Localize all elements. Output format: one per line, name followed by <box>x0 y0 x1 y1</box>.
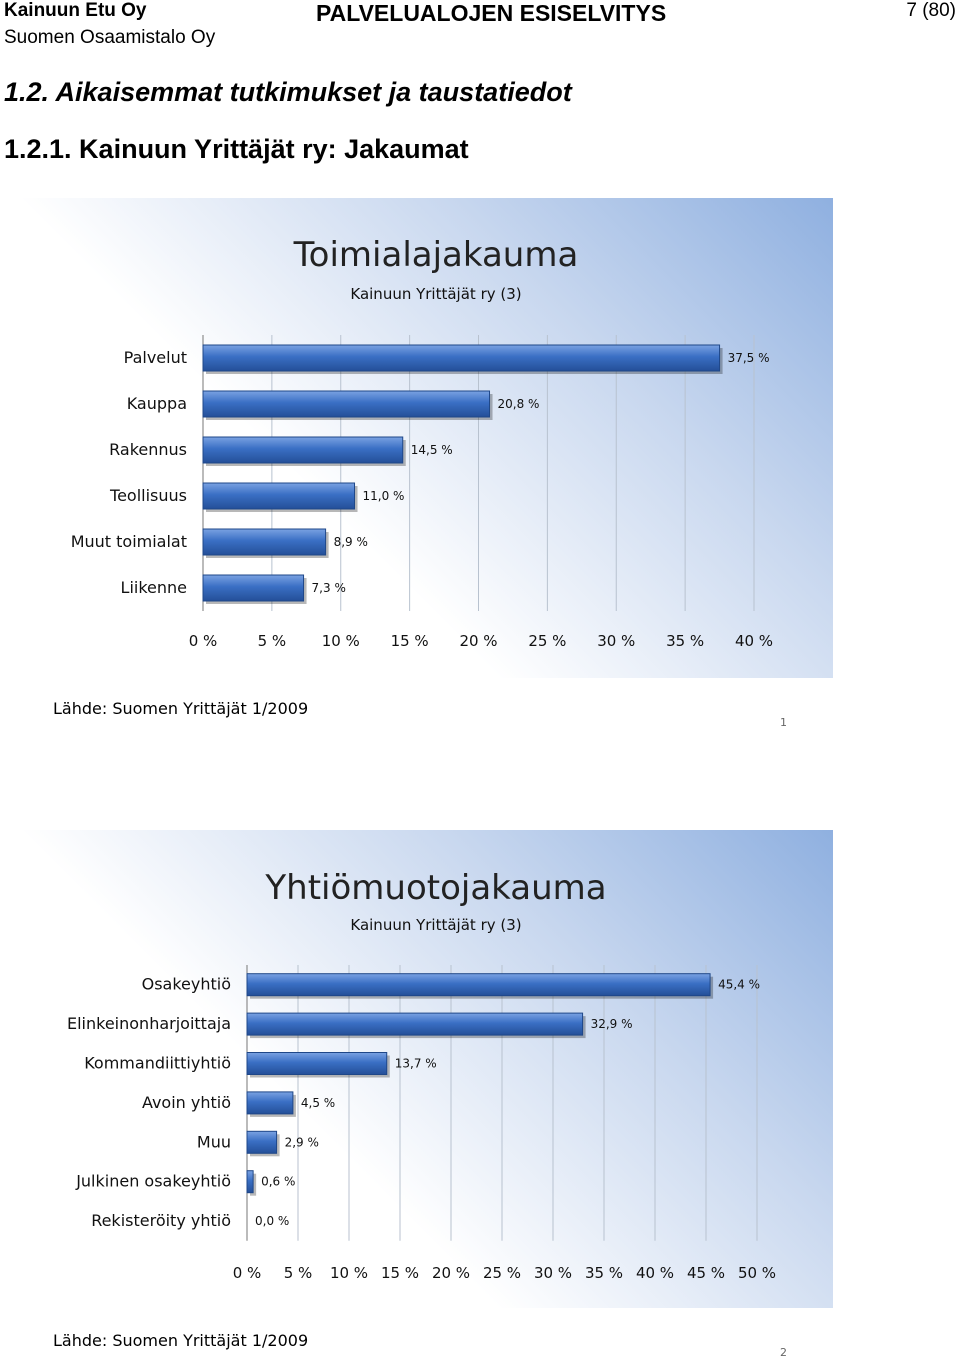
bar <box>203 575 304 601</box>
x-tick-label: 25 % <box>528 632 567 650</box>
data-label: 0,0 % <box>255 1214 290 1229</box>
bar <box>247 1053 387 1075</box>
bar <box>247 1131 277 1153</box>
category-label: Liikenne <box>120 578 187 597</box>
data-label: 14,5 % <box>410 443 453 457</box>
category-label: Kauppa <box>126 394 187 413</box>
category-label: Muu <box>196 1132 231 1152</box>
category-label: Rekisteröity yhtiö <box>91 1211 231 1231</box>
x-tick-label: 0 % <box>188 632 218 650</box>
x-tick-label: 0 % <box>232 1264 262 1282</box>
header-company: Kainuun Etu Oy <box>4 0 147 21</box>
category-label: Osakeyhtiö <box>141 974 231 994</box>
x-tick-label: 10 % <box>329 1264 369 1282</box>
company-form-distribution-chart <box>0 830 833 1308</box>
x-tick-label: 35 % <box>666 632 705 650</box>
category-label: Rakennus <box>109 440 187 459</box>
bar <box>203 437 403 463</box>
data-label: 4,5 % <box>300 1095 336 1110</box>
bar <box>203 345 720 371</box>
header-subcompany: Suomen Osaamistalo Oy <box>4 27 216 48</box>
x-tick-label: 15 % <box>380 1264 420 1282</box>
subsection-heading: 1.2.1. Kainuun Yrittäjät ry: Jakaumat <box>4 134 469 164</box>
bar <box>247 1013 583 1035</box>
x-tick-label: 5 % <box>257 632 287 650</box>
data-label: 13,7 % <box>394 1056 437 1071</box>
bar <box>247 1092 293 1114</box>
category-label: Teollisuus <box>110 486 187 505</box>
category-label: Kommandiittiyhtiö <box>84 1053 231 1073</box>
chart-title: Toimialajakauma <box>293 235 579 275</box>
x-tick-label: 15 % <box>390 632 429 650</box>
data-label: 2,9 % <box>284 1135 319 1150</box>
category-label: Muut toimialat <box>70 532 187 551</box>
x-tick-label: 10 % <box>321 632 360 650</box>
data-label: 45,4 % <box>718 977 761 992</box>
bar <box>203 529 326 555</box>
x-tick-label: 25 % <box>482 1264 522 1282</box>
category-label: Elinkeinonharjoittaja <box>67 1014 231 1034</box>
industry-distribution-chart <box>0 198 833 678</box>
data-label: 7,3 % <box>311 581 346 595</box>
data-label: 20,8 % <box>497 397 540 411</box>
x-tick-label: 20 % <box>459 632 498 650</box>
bar <box>247 974 710 996</box>
data-label: 11,0 % <box>362 489 405 503</box>
bar <box>203 483 355 509</box>
chart-slide-company-form <box>0 830 833 1308</box>
x-tick-label: 40 % <box>635 1264 675 1282</box>
data-label: 32,9 % <box>590 1017 633 1032</box>
x-tick-label: 45 % <box>686 1264 726 1282</box>
document-title: PALVELUALOJEN ESISELVITYS <box>316 0 667 26</box>
slide-number-2: 2 <box>780 1346 787 1359</box>
chart-subtitle: Kainuun Yrittäjät ry (3) <box>350 285 522 303</box>
category-label: Avoin yhtiö <box>141 1092 231 1112</box>
chart-subtitle: Kainuun Yrittäjät ry (3) <box>350 916 522 934</box>
x-tick-label: 30 % <box>533 1264 573 1282</box>
x-tick-label: 20 % <box>431 1264 471 1282</box>
chart-slide-industry <box>0 198 833 678</box>
x-tick-label: 30 % <box>597 632 636 650</box>
page-number: 7 (80) <box>906 0 956 21</box>
chart-source-2: Lähde: Suomen Yrittäjät 1/2009 <box>53 1331 309 1350</box>
bar <box>247 1171 253 1193</box>
x-tick-label: 40 % <box>734 632 774 650</box>
x-tick-label: 5 % <box>283 1264 313 1282</box>
chart-source-1: Lähde: Suomen Yrittäjät 1/2009 <box>53 699 309 718</box>
chart-title: Yhtiömuotojakauma <box>265 868 607 908</box>
x-tick-label: 35 % <box>584 1264 624 1282</box>
slide-number-1: 1 <box>780 716 787 729</box>
bar <box>203 391 490 417</box>
data-label: 37,5 % <box>727 351 770 365</box>
category-label: Palvelut <box>123 348 187 367</box>
x-tick-label: 50 % <box>737 1264 777 1282</box>
section-heading: 1.2. Aikaisemmat tutkimukset ja taustatiedot <box>4 77 572 107</box>
category-label: Julkinen osakeyhtiö <box>76 1171 231 1191</box>
data-label: 0,6 % <box>261 1174 296 1189</box>
data-label: 8,9 % <box>333 535 368 549</box>
